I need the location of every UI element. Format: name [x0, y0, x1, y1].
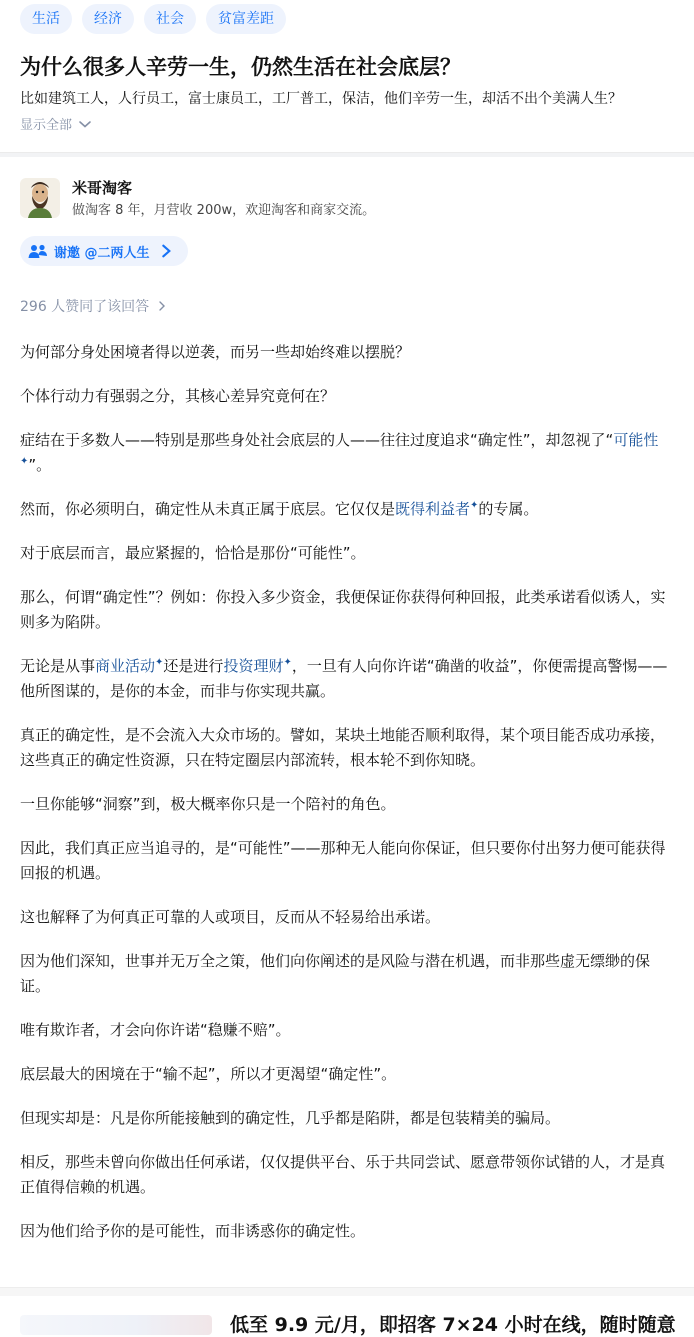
section-divider — [0, 1287, 694, 1296]
keyword-link-vested-interests[interactable]: 既得利益者 — [395, 500, 471, 518]
author-name[interactable]: 米哥淘客 — [72, 179, 133, 197]
topic-tags — [20, 4, 286, 34]
author-bio: 做淘客 8 年，月营收 200w，欢迎淘客和商家交流。 — [72, 203, 376, 218]
answer-paragraph: 因为他们给予你的是可能性，而非诱惑你的确定性。 — [20, 1222, 366, 1240]
answer-paragraph: 真正的确定性，是不会流入大众市场的。譬如，某块土地能否顺利取得，某个项目能否成功承接，这些真正的确定性资源，只在特定圈层内部流转，根本轮不到你知晓。 — [20, 726, 666, 769]
chevron-down-icon — [78, 117, 92, 131]
answer-paragraph: 然而，你必须明白，确定性从未真正属于底层。它仅仅是既得利益者✦的专属。 — [20, 500, 539, 518]
answer-paragraph: 这也解释了为何真正可靠的人或项目，反而从不轻易给出承诺。 — [20, 908, 441, 926]
question-title[interactable]: 为什么很多人辛劳一生，仍然生活在社会底层？ — [20, 55, 461, 79]
topic-tag-wealth-gap[interactable]: 贫富差距 — [206, 4, 286, 34]
chevron-right-icon — [156, 243, 176, 259]
topic-tag-economy[interactable]: 经济 — [82, 4, 134, 34]
vote-count-link[interactable] — [20, 296, 167, 316]
invite-button[interactable] — [20, 236, 188, 266]
question-description: 比如建筑工人，人行员工，富士康员工，工厂普工，保洁，他们辛劳一生，却活不出个美满人生？ — [20, 91, 622, 107]
answer-paragraph: 因为他们深知，世事并无万全之策，他们向你阐述的是风险与潜在机遇，而非那些虚无缥缈的保证。 — [20, 952, 651, 995]
section-divider — [0, 152, 694, 157]
answer-paragraph: 对于底层而言，最应紧握的，恰恰是那份“可能性”。 — [20, 544, 366, 562]
keyword-link-possibility[interactable]: 可能性 — [613, 431, 659, 449]
answer-content — [20, 340, 674, 1263]
sparkle-icon: ✦ — [20, 456, 29, 467]
answer-paragraph: 但现实却是：凡是你所能接触到的确定性，几乎都是陷阱，都是包装精美的骗局。 — [20, 1109, 561, 1127]
answer-paragraph: 那么，何谓“确定性”？例如：你投入多少资金，我便保证你获得何种回报，此类承诺看似诱人，实则多为陷阱。 — [20, 588, 666, 631]
show-all-label: 显示全部 — [20, 118, 73, 133]
keyword-link-investment[interactable]: 投资理财 — [223, 657, 284, 675]
answer-paragraph: 为何部分身处困境者得以逆袭，而另一些却始终难以摆脱？ — [20, 343, 411, 361]
chevron-right-icon — [157, 300, 167, 312]
answer-paragraph: 个体行动力有强弱之分，其核心差异究竟何在？ — [20, 387, 336, 405]
keyword-link-business[interactable]: 商业活动 — [95, 657, 156, 675]
promo-title[interactable]: 低至 9.9 元/月，即招客 7×24 小时在线，随时随意 — [230, 1314, 676, 1336]
sparkle-icon: ✦ — [283, 657, 292, 668]
topic-tag-society[interactable]: 社会 — [144, 4, 196, 34]
sparkle-icon: ✦ — [155, 657, 164, 668]
answer-paragraph: 一旦你能够“洞察”到，极大概率你只是一个陪衬的角色。 — [20, 795, 396, 813]
show-all-button[interactable] — [20, 114, 92, 133]
author-avatar[interactable] — [20, 178, 60, 218]
answer-paragraph: 症结在于多数人——特别是那些身处社会底层的人——往往过度追求“确定性”，却忽视了“可能性✦”。 — [20, 431, 659, 474]
topic-tag-life[interactable]: 生活 — [20, 4, 72, 34]
answer-paragraph: 唯有欺诈者，才会向你许诺“稳赚不赔”。 — [20, 1021, 291, 1039]
answer-paragraph: 因此，我们真正应当追寻的，是“可能性”——那种无人能向你保证，但只要你付出努力便可能获得回报的机遇。 — [20, 839, 666, 882]
answer-paragraph: 无论是从事商业活动✦还是进行投资理财✦，一旦有人向你许诺“确凿的收益”，你便需提高警惕——他所图谋的，是你的本金，而非与你实现共赢。 — [20, 657, 668, 700]
invite-label: 谢邀 @二两人生 — [54, 245, 150, 261]
answer-paragraph: 相反，那些未曾向你做出任何承诺，仅仅提供平台、乐于共同尝试、愿意带领你试错的人，才是真正值得信赖的机遇。 — [20, 1153, 666, 1196]
sparkle-icon: ✦ — [470, 500, 479, 511]
vote-count-text: 296 人赞同了该回答 — [20, 299, 150, 315]
answer-paragraph: 底层最大的困境在于“输不起”，所以才更渴望“确定性”。 — [20, 1065, 397, 1083]
people-icon — [28, 243, 48, 259]
promo-thumbnail[interactable] — [20, 1315, 212, 1335]
